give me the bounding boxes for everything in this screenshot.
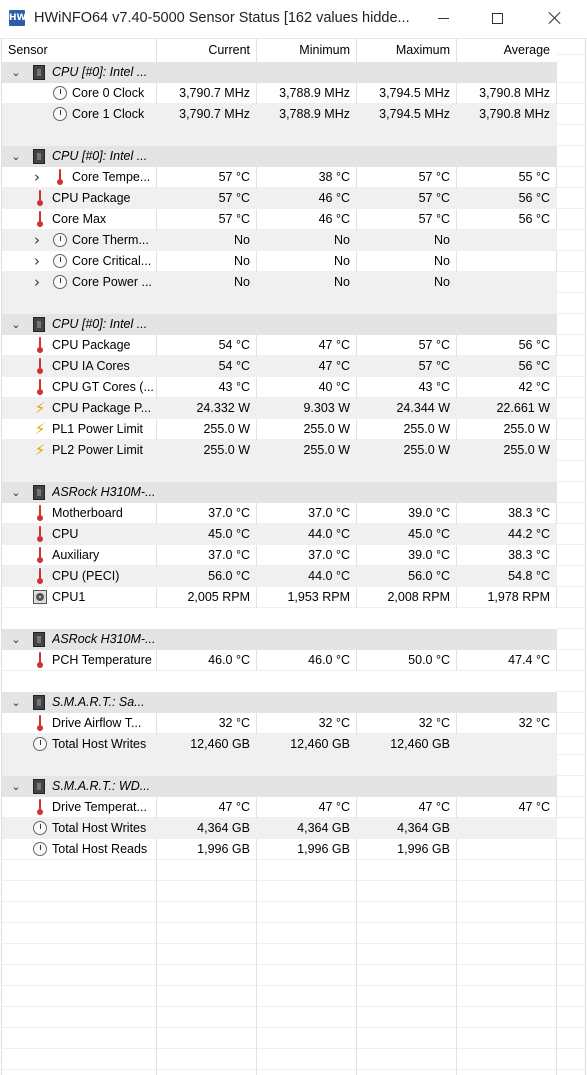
sensor-label: Drive Airflow T... (52, 716, 142, 730)
group-label: S.M.A.R.T.: Sa... (52, 695, 145, 709)
minimum-value: 1,996 GB (297, 842, 350, 856)
expand-chevron-icon[interactable]: › (34, 252, 40, 270)
sensor-rows (2, 62, 557, 860)
minimum-value: 37.0 °C (308, 506, 350, 520)
maximum-value: 3,794.5 MHz (379, 86, 450, 100)
sensor-row[interactable] (2, 839, 557, 860)
sensor-label: Core Therm... (72, 233, 149, 247)
thermometer-icon (32, 505, 48, 521)
sensor-label: PCH Temperature (52, 653, 152, 667)
column-header-sensor[interactable]: Sensor (8, 43, 48, 57)
sensor-row[interactable] (2, 209, 557, 230)
sensor-row[interactable] (2, 356, 557, 377)
sensor-row[interactable] (2, 188, 557, 209)
sensor-row[interactable] (2, 377, 557, 398)
maximum-value: No (434, 275, 450, 289)
average-value (456, 272, 550, 293)
sensor-row[interactable] (2, 167, 557, 188)
sensor-group-row[interactable] (2, 482, 557, 503)
sensor-label: Core 0 Clock (72, 86, 145, 100)
thermometer-icon (32, 568, 48, 584)
average-value: 56 °C (518, 212, 550, 226)
minimum-value: 44.0 °C (308, 569, 350, 583)
maximum-value: 45.0 °C (408, 527, 450, 541)
sensor-row[interactable] (2, 545, 557, 566)
average-value: 3,790.8 MHz (479, 107, 550, 121)
current-value: 57 °C (218, 170, 250, 184)
chip-icon (33, 149, 45, 164)
maximum-value: 57 °C (418, 359, 450, 373)
minimize-button[interactable] (420, 0, 466, 36)
thermometer-icon (32, 379, 48, 395)
sensor-label: PL1 Power Limit (52, 422, 144, 436)
clock-icon (53, 233, 67, 247)
sensor-label: CPU IA Cores (52, 359, 130, 373)
minimum-value: 47 °C (318, 359, 350, 373)
minimum-value: 3,788.9 MHz (279, 107, 350, 121)
minimum-value: 44.0 °C (308, 527, 350, 541)
sensor-row[interactable] (2, 524, 557, 545)
current-value: 32 °C (218, 716, 250, 730)
maximum-value: 255.0 W (403, 443, 450, 457)
thermometer-icon (32, 547, 48, 563)
maximum-value: 24.344 W (396, 401, 450, 415)
sensor-label: CPU Package (52, 338, 131, 352)
sensor-row[interactable] (2, 440, 557, 461)
current-value: 43 °C (218, 380, 250, 394)
group-label: ASRock H310M-... (52, 485, 156, 499)
sensor-label: Total Host Reads (52, 842, 148, 856)
average-value: 56 °C (518, 191, 550, 205)
expand-chevron-icon[interactable]: › (34, 273, 40, 291)
sensor-label: Motherboard (52, 506, 123, 520)
average-value: 32 °C (518, 716, 550, 730)
minimum-value: No (334, 233, 350, 247)
sensor-label: PL2 Power Limit (52, 443, 144, 457)
average-value (456, 839, 550, 860)
thermometer-icon (52, 169, 68, 185)
minimum-value: 12,460 GB (290, 737, 350, 751)
lightning-icon: ⚡ (34, 441, 46, 459)
average-value: 38.3 °C (508, 548, 550, 562)
maximum-value: 39.0 °C (408, 506, 450, 520)
group-label: ASRock H310M-... (52, 632, 156, 646)
chip-icon (33, 317, 45, 332)
sensor-label: Total Host Writes (52, 737, 147, 751)
fan-icon (33, 590, 47, 604)
chip-icon (33, 485, 45, 500)
column-header-average[interactable]: Average (456, 39, 556, 62)
average-value: 44.2 °C (508, 527, 550, 541)
sensor-row[interactable] (2, 419, 557, 440)
average-value: 1,978 RPM (487, 590, 550, 604)
sensor-group-row[interactable] (2, 776, 557, 797)
maximum-value: 43 °C (418, 380, 450, 394)
expand-chevron-icon[interactable]: › (34, 168, 40, 186)
clock-icon (33, 842, 47, 856)
sensor-label: Drive Temperat... (52, 800, 147, 814)
sensor-row[interactable] (2, 335, 557, 356)
spacer-row (2, 125, 557, 146)
sensor-row[interactable] (2, 587, 557, 608)
maximum-value: 39.0 °C (408, 548, 450, 562)
collapse-chevron-icon[interactable]: ⌄ (11, 66, 21, 79)
minimum-value: 3,788.9 MHz (279, 86, 350, 100)
current-value: 54 °C (218, 359, 250, 373)
average-value: 47 °C (518, 800, 550, 814)
clock-icon (53, 86, 67, 100)
sensor-group-row[interactable] (2, 146, 557, 167)
average-value: 255.0 W (503, 422, 550, 436)
minimum-value: No (334, 275, 350, 289)
collapse-chevron-icon[interactable]: ⌄ (11, 486, 21, 499)
sensor-label: CPU (52, 527, 79, 541)
maximum-value: 3,794.5 MHz (379, 107, 450, 121)
minimum-value: 38 °C (318, 170, 350, 184)
collapse-chevron-icon[interactable]: ⌄ (11, 150, 21, 163)
minimum-value: 46 °C (318, 191, 350, 205)
sensor-row[interactable] (2, 734, 557, 755)
minimum-value: 47 °C (318, 338, 350, 352)
clock-icon (53, 107, 67, 121)
thermometer-icon (32, 211, 48, 227)
thermometer-icon (32, 190, 48, 206)
collapse-chevron-icon[interactable]: ⌄ (11, 633, 21, 646)
minimum-value: 1,953 RPM (287, 590, 350, 604)
current-value: 2,005 RPM (187, 590, 250, 604)
sensor-label: CPU1 (52, 590, 86, 604)
maximum-value: 32 °C (418, 716, 450, 730)
maximum-value: 56.0 °C (408, 569, 450, 583)
spacer-row (2, 461, 557, 482)
average-value: 56 °C (518, 359, 550, 373)
maximize-icon (492, 13, 503, 24)
average-value: 22.661 W (496, 401, 550, 415)
app-icon: HW (9, 10, 25, 26)
window-title: HWiNFO64 v7.40-5000 Sensor Status [162 values hidde... (34, 10, 410, 26)
spacer-row (2, 608, 557, 629)
column-header-minimum[interactable]: Minimum (256, 39, 356, 62)
current-value: 56.0 °C (208, 569, 250, 583)
sensor-label: Core Critical... (72, 254, 152, 268)
current-value: 255.0 W (203, 443, 250, 457)
maximum-value: 4,364 GB (397, 821, 450, 835)
sensor-group-row[interactable] (2, 629, 557, 650)
maximum-value: 2,008 RPM (387, 590, 450, 604)
sensor-row[interactable] (2, 566, 557, 587)
average-value: 54.8 °C (508, 569, 550, 583)
collapse-chevron-icon[interactable]: ⌄ (11, 696, 21, 709)
thermometer-icon (32, 337, 48, 353)
current-value: 57 °C (218, 212, 250, 226)
spacer-row (2, 293, 557, 314)
group-label: CPU [#0]: Intel ... (52, 65, 148, 79)
current-value: 12,460 GB (190, 737, 250, 751)
sensor-row[interactable] (2, 104, 557, 125)
average-value (456, 230, 550, 251)
average-value: 55 °C (518, 170, 550, 184)
group-label: S.M.A.R.T.: WD... (52, 779, 151, 793)
sensor-label: Core Power ... (72, 275, 152, 289)
sensor-row[interactable] (2, 398, 557, 419)
clock-icon (33, 737, 47, 751)
minimum-value: 46 °C (318, 212, 350, 226)
minimum-value: 9.303 W (303, 401, 350, 415)
clock-icon (33, 821, 47, 835)
average-value: 38.3 °C (508, 506, 550, 520)
sensor-label: Total Host Writes (52, 821, 147, 835)
close-button[interactable] (532, 0, 578, 36)
maximum-value: 47 °C (418, 800, 450, 814)
average-value (456, 734, 550, 755)
average-value: 47.4 °C (508, 653, 550, 667)
minimum-value: 32 °C (318, 716, 350, 730)
column-header-maximum[interactable]: Maximum (356, 39, 456, 62)
collapse-chevron-icon[interactable]: ⌄ (11, 780, 21, 793)
average-value: 56 °C (518, 338, 550, 352)
sensor-group-row[interactable] (2, 62, 557, 83)
sensor-label: Auxiliary (52, 548, 100, 562)
sensor-label: CPU Package P... (52, 401, 152, 415)
sensor-row[interactable] (2, 83, 557, 104)
maximum-value: 1,996 GB (397, 842, 450, 856)
current-value: 47 °C (218, 800, 250, 814)
sensor-label: Core Tempe... (72, 170, 151, 184)
lightning-icon: ⚡ (34, 399, 46, 417)
sensor-label: Core Max (52, 212, 107, 226)
maximum-value: 57 °C (418, 338, 450, 352)
sensor-label: CPU (PECI) (52, 569, 120, 583)
current-value: 3,790.7 MHz (179, 107, 250, 121)
lightning-icon: ⚡ (34, 420, 46, 438)
minimum-value: 40 °C (318, 380, 350, 394)
current-value: 54 °C (218, 338, 250, 352)
thermometer-icon (32, 652, 48, 668)
current-value: No (234, 275, 250, 289)
column-header-row (2, 39, 557, 63)
current-value: 37.0 °C (208, 548, 250, 562)
average-value: 3,790.8 MHz (479, 86, 550, 100)
minimum-value: 47 °C (318, 800, 350, 814)
title-bar[interactable] (0, 0, 587, 39)
maximum-value: No (434, 254, 450, 268)
current-value: No (234, 233, 250, 247)
sensor-row[interactable] (2, 251, 557, 272)
spacer-row (2, 755, 557, 776)
current-value: 1,996 GB (197, 842, 250, 856)
sensor-row[interactable] (2, 503, 557, 524)
average-value: 255.0 W (503, 443, 550, 457)
maximize-button[interactable] (474, 0, 520, 36)
clock-icon (53, 254, 67, 268)
chip-icon (33, 632, 45, 647)
sensor-label: CPU Package (52, 191, 131, 205)
current-value: 57 °C (218, 191, 250, 205)
current-value: 3,790.7 MHz (179, 86, 250, 100)
thermometer-icon (32, 526, 48, 542)
sensor-row[interactable] (2, 818, 557, 839)
sensor-row[interactable] (2, 797, 557, 818)
maximum-value: 57 °C (418, 170, 450, 184)
thermometer-icon (32, 358, 48, 374)
minimum-value: 255.0 W (303, 443, 350, 457)
minimize-icon (438, 18, 449, 19)
average-value (456, 251, 550, 272)
current-value: No (234, 254, 250, 268)
maximum-value: 50.0 °C (408, 653, 450, 667)
maximum-value: 255.0 W (403, 422, 450, 436)
sensor-row[interactable] (2, 230, 557, 251)
chip-icon (33, 779, 45, 794)
sensor-group-row[interactable] (2, 692, 557, 713)
minimum-value: 4,364 GB (297, 821, 350, 835)
clock-icon (53, 275, 67, 289)
sensor-table[interactable] (1, 39, 586, 1075)
chip-icon (33, 65, 45, 80)
maximum-value: 57 °C (418, 191, 450, 205)
minimum-value: 255.0 W (303, 422, 350, 436)
group-label: CPU [#0]: Intel ... (52, 317, 148, 331)
minimum-value: 46.0 °C (308, 653, 350, 667)
maximum-value: 12,460 GB (390, 737, 450, 751)
sensor-row[interactable] (2, 650, 557, 671)
chip-icon (33, 695, 45, 710)
sensor-row[interactable] (2, 713, 557, 734)
close-icon (548, 11, 562, 25)
sensor-label: Core 1 Clock (72, 107, 145, 121)
current-value: 45.0 °C (208, 527, 250, 541)
current-value: 255.0 W (203, 422, 250, 436)
maximum-value: 57 °C (418, 212, 450, 226)
thermometer-icon (32, 799, 48, 815)
column-header-current[interactable]: Current (156, 39, 256, 62)
current-value: 4,364 GB (197, 821, 250, 835)
maximum-value: No (434, 233, 450, 247)
group-label: CPU [#0]: Intel ... (52, 149, 148, 163)
sensor-row[interactable] (2, 272, 557, 293)
thermometer-icon (32, 715, 48, 731)
current-value: 24.332 W (196, 401, 250, 415)
spacer-row (2, 671, 557, 692)
average-value: 42 °C (518, 380, 550, 394)
current-value: 46.0 °C (208, 653, 250, 667)
sensor-label: CPU GT Cores (... (52, 380, 154, 394)
collapse-chevron-icon[interactable]: ⌄ (11, 318, 21, 331)
expand-chevron-icon[interactable]: › (34, 231, 40, 249)
minimum-value: 37.0 °C (308, 548, 350, 562)
current-value: 37.0 °C (208, 506, 250, 520)
average-value (456, 818, 550, 839)
sensor-group-row[interactable] (2, 314, 557, 335)
minimum-value: No (334, 254, 350, 268)
